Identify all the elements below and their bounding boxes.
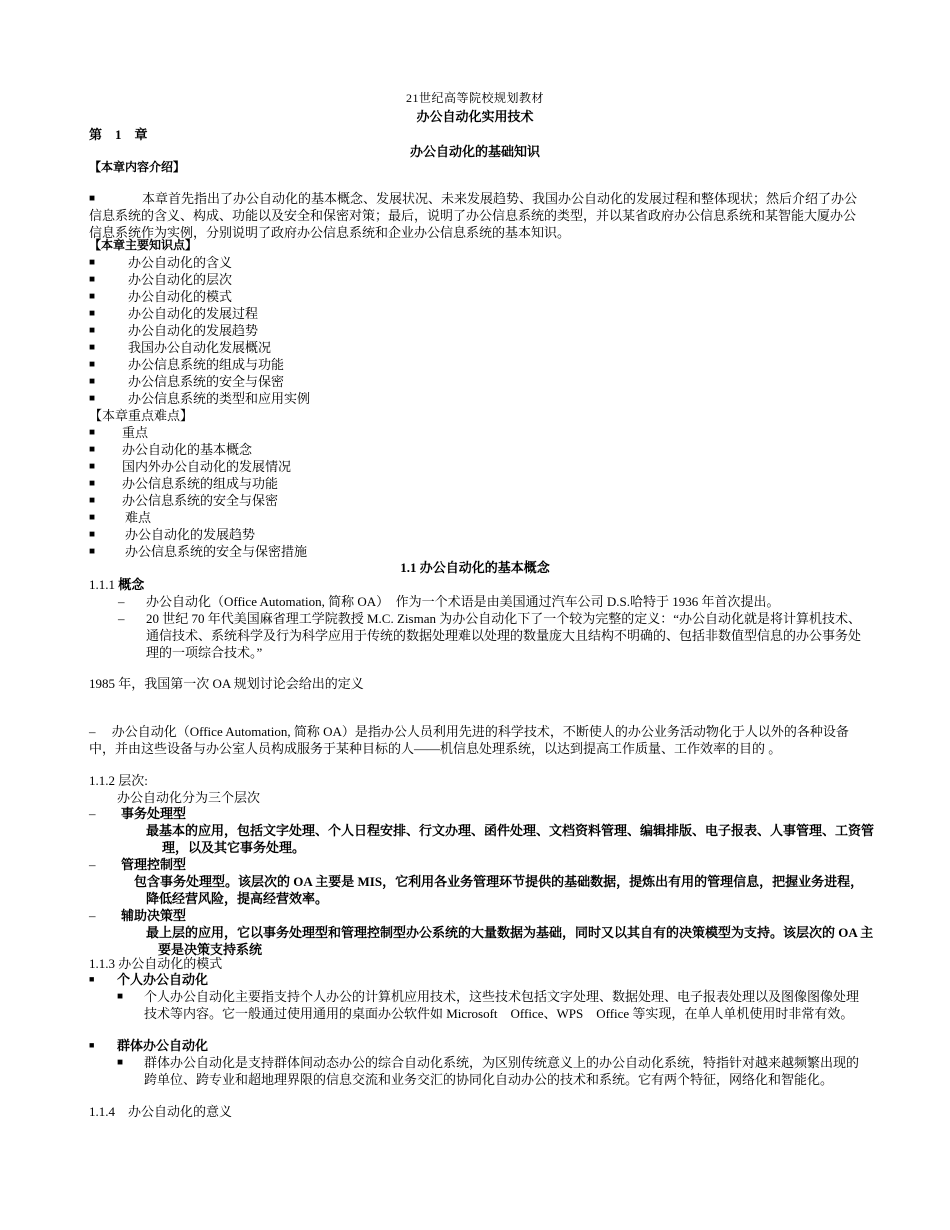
- bullet-square-icon: ■: [89, 461, 96, 472]
- level-name: 管理控制型: [121, 857, 187, 872]
- intro-heading: 【本章内容介绍】: [89, 160, 186, 174]
- list-item: 办公信息系统的组成与功能: [122, 476, 279, 491]
- bullet-square-icon: ■: [89, 974, 95, 984]
- section-title: 1.1 办公自动化的基本概念: [400, 560, 550, 575]
- bullet-square-icon: ■: [89, 308, 96, 319]
- list-item: 办公自动化的发展趋势: [128, 323, 259, 338]
- level-description: 最基本的应用，包括文字处理、个人日程安排、行文办理、函件处理、文档资料管理、编辑排版、电子报表、人事管理、工资管理，以及其它事务处理。: [146, 823, 875, 855]
- dash-bullet: –: [118, 611, 125, 626]
- list-item: 办公信息系统的安全与保密: [122, 493, 279, 508]
- subsection-1-1-2: 1.1.2 层次:: [89, 773, 148, 788]
- dash-bullet: –: [89, 806, 96, 821]
- bullet-square-icon: ■: [89, 257, 96, 268]
- bullet-square-icon: ■: [117, 991, 124, 1002]
- list-item: 办公自动化的发展趋势: [125, 527, 256, 542]
- bullet-square-icon: ■: [89, 325, 96, 336]
- level-name: 辅助决策型: [121, 908, 187, 923]
- list-item: 重点: [122, 425, 149, 440]
- bullet-square-icon: ■: [89, 274, 96, 285]
- list-item: 难点: [125, 510, 152, 525]
- list-item: 办公自动化的含义: [128, 255, 233, 270]
- series-title: 21世纪高等院校规划教材: [405, 91, 544, 105]
- list-item: 办公信息系统的安全与保密措施: [125, 544, 308, 559]
- list-item: 我国办公自动化发展概况: [128, 340, 272, 355]
- list-item: 办公信息系统的组成与功能: [128, 357, 285, 372]
- book-title: 办公自动化实用技术: [416, 109, 534, 124]
- mode-description: 个人办公自动化主要指支持个人办公的计算机应用技术，这些技术包括文字处理、数据处理、电子报表处理以及图像图像处理技术等内容。它一般通过使用通用的桌面办公软件如 Microsoft Office、WPS Office 等实现，在单人单机使用时非常有效。: [144, 989, 860, 1021]
- bullet-square-icon: ■: [89, 427, 96, 438]
- bullet-square-icon: ■: [89, 444, 96, 455]
- mode-name: 群体办公自动化: [117, 1038, 209, 1053]
- bullet-square-icon: ■: [89, 478, 96, 489]
- mode-description: 群体办公自动化是支持群体间动态办公的综合自动化系统，为区别传统意义上的办公自动化系统，特指针对越来越频繁出现的跨单位、跨专业和超地理界限的信息交流和业务交汇的协同化自动办公的技术和系统。它有两个特征，网络化和智能化。: [144, 1055, 860, 1087]
- bullet-square-icon: ■: [89, 546, 96, 557]
- bullet-square-icon: ■: [89, 393, 96, 404]
- chapter-title: 办公自动化的基础知识: [409, 144, 540, 159]
- level-name: 事务处理型: [121, 806, 187, 821]
- bullet-square-icon: ■: [89, 495, 96, 506]
- level-description: 包含事务处理型。该层次的 OA 主要是 MIS，它利用各业务管理环节提供的基础数据，提炼出有用的管理信息，把握业务进程，降低经营风险，提高经营效率。: [134, 874, 864, 906]
- definition-1: 办公自动化（Office Automation, 简称 OA） 作为一个术语是由美国通过汽车公司 D.S.哈特于 1936 年首次提出。: [146, 594, 780, 609]
- definition-3: – 办公自动化（Office Automation, 简称 OA）是指办公人员利用先进的科学技术，不断使人的办公业务活动物化于人以外的各种设备中，并由这些设备与办公室人员构成服务于某种目标的人——机信息处理系统，以达到提高工作质量、工作效率的目的 。: [89, 724, 849, 756]
- bullet-square-icon: ■: [89, 359, 96, 370]
- bullet-square-icon: ■: [89, 291, 96, 302]
- subsection-1-1-1: [89, 576, 144, 593]
- dash-bullet: –: [118, 594, 125, 609]
- bullet-square-icon: ■: [89, 512, 96, 523]
- subsection-1-1-4: 1.1.4 办公自动化的意义: [89, 1104, 233, 1119]
- bullet-square-icon: ■: [89, 342, 96, 353]
- subsection-1-1-3: 1.1.3 办公自动化的模式: [89, 956, 223, 971]
- list-item: 国内外办公自动化的发展情况: [122, 459, 292, 474]
- subsection-label: 概念: [118, 577, 145, 592]
- dash-bullet: –: [89, 908, 96, 923]
- key-points-heading: 【本章主要知识点】: [89, 238, 198, 252]
- definition-2: 20 世纪 70 年代美国麻省理工学院教授 M.C. Zisman 为办公自动化下了一个较为完整的定义：“办公自动化就是将计算机技术、通信技术、系统科学及行为科学应用于传统的数据处理难以处理的数量庞大且结构不明确的、包括非数值型信息的办公事务处理的一项综合技术。”: [146, 611, 862, 660]
- bullet-square-icon: ■: [117, 1057, 124, 1068]
- mode-name: 个人办公自动化: [117, 972, 209, 987]
- bullet-square-icon: ■: [89, 193, 96, 204]
- bullet-square-icon: ■: [89, 376, 96, 387]
- list-item: 办公自动化的发展过程: [128, 306, 259, 321]
- bullet-square-icon: ■: [89, 529, 96, 540]
- bullet-square-icon: ■: [89, 1040, 95, 1050]
- subsection-number: 1.1.1: [89, 577, 115, 592]
- list-item: 办公自动化的基本概念: [122, 442, 253, 457]
- list-item: 办公自动化的模式: [128, 289, 233, 304]
- list-item: 办公信息系统的类型和应用实例: [128, 391, 311, 406]
- levels-intro: 办公自动化分为三个层次: [117, 790, 261, 805]
- level-description: 最上层的应用，它以事务处理型和管理控制型办公系统的大量数据为基础，同时又以其自有的决策模型为支持。该层次的 OA 主要是决策支持系统: [146, 925, 874, 957]
- intro-paragraph: 本章首先指出了办公自动化的基本概念、发展状况、未来发展趋势、我国办公自动化的发展过程和整体现状；然后介绍了办公信息系统的含义、构成、功能以及安全和保密对策；最后，说明了办公信息系统的类型，并以某省政府办公信息系统和某智能大厦办公信息系统作为实例，分别说明了政府办公信息系统和企业办公信息系统的基本知识。: [89, 191, 858, 240]
- dash-bullet: –: [89, 857, 96, 872]
- focus-heading: 【本章重点难点】: [89, 408, 194, 423]
- note-1985: 1985 年，我国第一次 OA 规划讨论会给出的定义: [89, 676, 364, 691]
- chapter-number: 第 1 章: [89, 127, 148, 142]
- list-item: 办公信息系统的安全与保密: [128, 374, 285, 389]
- list-item: 办公自动化的层次: [128, 272, 233, 287]
